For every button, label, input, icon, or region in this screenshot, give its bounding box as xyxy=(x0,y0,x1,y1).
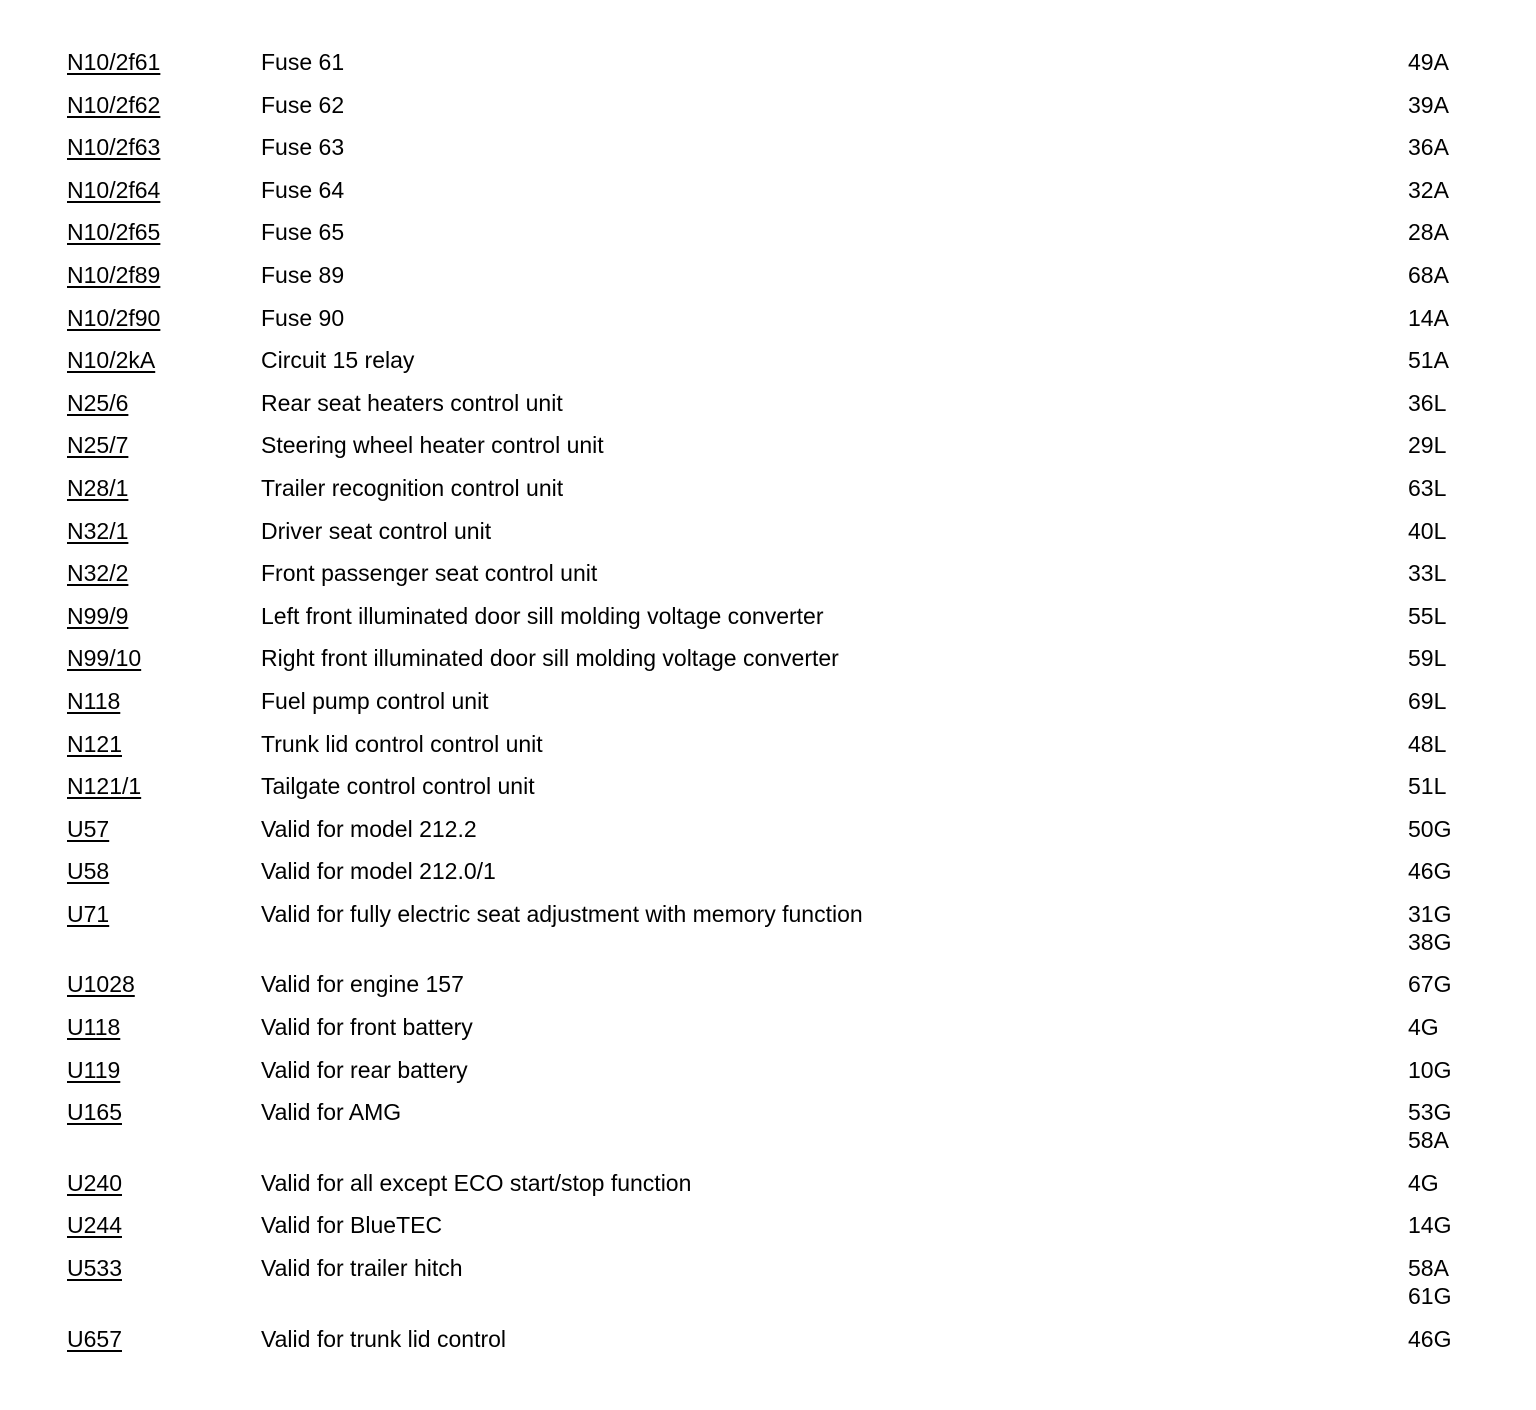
component-code-link[interactable]: U118 xyxy=(67,1014,121,1041)
component-description: Valid for AMG xyxy=(261,1099,402,1126)
grid-location-list xyxy=(1408,815,1451,843)
grid-location-list xyxy=(1408,772,1446,800)
grid-location: 33L xyxy=(1408,560,1447,587)
table-row xyxy=(0,48,1536,91)
component-description: Right front illuminated door sill molding voltage converter xyxy=(261,645,839,672)
table-row xyxy=(0,346,1536,389)
component-code-link[interactable]: N10/2f61 xyxy=(67,49,161,75)
grid-location-list xyxy=(1408,176,1449,204)
component-description: Trunk lid control control unit xyxy=(261,730,543,757)
component-description: Valid for trunk lid control xyxy=(261,1325,507,1352)
component-description: Rear seat heaters control unit xyxy=(261,389,563,416)
grid-location-list xyxy=(1408,644,1446,672)
grid-location-list xyxy=(1408,730,1446,758)
table-row xyxy=(0,900,1536,971)
table-row xyxy=(0,218,1536,261)
component-code-link[interactable]: U57 xyxy=(67,815,110,842)
table-row xyxy=(0,644,1536,687)
grid-location: 14A xyxy=(1408,304,1449,331)
component-code-link[interactable]: N118 xyxy=(67,687,121,714)
grid-location: 10G xyxy=(1408,1056,1452,1083)
table-row xyxy=(0,1098,1536,1169)
grid-location-list xyxy=(1408,133,1449,161)
grid-location: 58A xyxy=(1408,1127,1449,1154)
grid-location: 68A xyxy=(1408,261,1449,288)
component-code-link[interactable]: N25/6 xyxy=(67,389,129,416)
component-description: Steering wheel heater control unit xyxy=(261,432,604,459)
grid-location: 67G xyxy=(1408,971,1452,998)
table-row xyxy=(0,91,1536,134)
table-row xyxy=(0,176,1536,219)
grid-location: 36A xyxy=(1408,134,1449,161)
table-row xyxy=(0,474,1536,517)
grid-location-list xyxy=(1408,1056,1451,1084)
grid-location-list xyxy=(1408,517,1446,545)
table-row xyxy=(0,687,1536,730)
table-row xyxy=(0,1211,1536,1254)
component-code-link[interactable]: U71 xyxy=(67,900,110,927)
grid-location: 49A xyxy=(1408,49,1449,75)
component-code-link[interactable]: N10/2f89 xyxy=(67,261,161,288)
table-row xyxy=(0,815,1536,858)
grid-location: 61G xyxy=(1408,1283,1452,1310)
component-description: Left front illuminated door sill molding voltage converter xyxy=(261,602,824,629)
component-description: Valid for rear battery xyxy=(261,1056,468,1083)
grid-location: 59L xyxy=(1408,645,1447,672)
grid-location-list xyxy=(1408,91,1449,119)
grid-location: 32A xyxy=(1408,176,1449,203)
component-description: Fuse 65 xyxy=(261,219,345,246)
table-row xyxy=(0,389,1536,432)
grid-location: 55L xyxy=(1408,602,1447,629)
component-description: Circuit 15 relay xyxy=(261,347,415,374)
grid-location: 29L xyxy=(1408,432,1447,459)
grid-location: 63L xyxy=(1408,474,1447,501)
table-row xyxy=(0,1013,1536,1056)
component-code-link[interactable]: N99/9 xyxy=(67,602,129,629)
grid-location-list xyxy=(1408,1211,1451,1239)
component-code-link[interactable]: N10/2f64 xyxy=(67,176,161,203)
grid-location-list xyxy=(1408,857,1451,885)
grid-location-list xyxy=(1408,346,1449,374)
component-description: Valid for BlueTEC xyxy=(261,1212,443,1239)
component-description: Fuse 63 xyxy=(261,134,345,161)
component-description: Valid for front battery xyxy=(261,1014,473,1041)
table-row xyxy=(0,1056,1536,1099)
component-description: Fuse 64 xyxy=(261,176,345,203)
grid-location: 40L xyxy=(1408,517,1447,544)
table-row xyxy=(0,970,1536,1013)
table-row xyxy=(0,559,1536,602)
component-code-link[interactable]: N10/2f90 xyxy=(67,304,161,331)
component-description: Fuse 61 xyxy=(261,49,345,75)
grid-location: 69L xyxy=(1408,687,1447,714)
table-row xyxy=(0,431,1536,474)
component-legend-table xyxy=(0,48,1536,1367)
table-row xyxy=(0,730,1536,773)
grid-location: 31G xyxy=(1408,900,1452,927)
grid-location: 46G xyxy=(1408,858,1452,885)
table-row xyxy=(0,1325,1536,1368)
grid-location: 4G xyxy=(1408,1169,1439,1196)
component-description: Valid for model 212.0/1 xyxy=(261,858,496,885)
component-code-link[interactable]: N32/1 xyxy=(67,517,129,544)
grid-location-list xyxy=(1408,1098,1451,1154)
component-code-link[interactable]: N121 xyxy=(67,730,122,757)
component-description: Fuse 62 xyxy=(261,91,345,118)
component-code-link[interactable]: N10/2kA xyxy=(67,347,156,374)
component-code-link[interactable]: N25/7 xyxy=(67,432,129,459)
component-code-link[interactable]: U58 xyxy=(67,858,110,885)
grid-location-list xyxy=(1408,602,1446,630)
grid-location-list xyxy=(1408,900,1451,956)
table-row xyxy=(0,517,1536,560)
component-description: Fuel pump control unit xyxy=(261,687,489,714)
grid-location-list xyxy=(1408,304,1449,332)
grid-location-list xyxy=(1408,48,1449,76)
component-code-link[interactable]: N10/2f62 xyxy=(67,91,161,118)
component-description: Valid for all except ECO start/stop function xyxy=(261,1169,692,1196)
table-row xyxy=(0,304,1536,347)
table-row xyxy=(0,602,1536,645)
component-description: Valid for trailer hitch xyxy=(261,1255,463,1282)
grid-location: 48L xyxy=(1408,730,1447,757)
component-description: Fuse 90 xyxy=(261,304,345,331)
component-code-link[interactable]: U244 xyxy=(67,1212,122,1239)
component-code-link[interactable]: U165 xyxy=(67,1099,122,1126)
grid-location-list xyxy=(1408,1254,1451,1310)
component-description: Valid for engine 157 xyxy=(261,971,464,998)
table-row xyxy=(0,857,1536,900)
component-description: Tailgate control control unit xyxy=(261,773,535,800)
grid-location-list xyxy=(1408,1013,1439,1041)
grid-location: 51A xyxy=(1408,347,1449,374)
grid-location: 38G xyxy=(1408,928,1452,955)
grid-location: 53G xyxy=(1408,1099,1452,1126)
component-code-link[interactable]: N28/1 xyxy=(67,474,129,501)
component-code-link[interactable]: U533 xyxy=(67,1255,122,1282)
table-row xyxy=(0,1254,1536,1325)
component-description: Valid for model 212.2 xyxy=(261,815,477,842)
grid-location-list xyxy=(1408,559,1446,587)
grid-location-list xyxy=(1408,261,1449,289)
grid-location-list xyxy=(1408,1325,1451,1353)
grid-location: 4G xyxy=(1408,1014,1439,1041)
grid-location-list xyxy=(1408,970,1451,998)
table-row xyxy=(0,133,1536,176)
grid-location: 51L xyxy=(1408,773,1447,800)
component-description: Front passenger seat control unit xyxy=(261,560,598,587)
grid-location-list xyxy=(1408,687,1446,715)
table-row xyxy=(0,1169,1536,1212)
component-code-link[interactable]: N121/1 xyxy=(67,773,142,800)
component-description: Trailer recognition control unit xyxy=(261,474,564,501)
grid-location: 28A xyxy=(1408,219,1449,246)
grid-location: 46G xyxy=(1408,1325,1452,1352)
grid-location: 36L xyxy=(1408,389,1447,416)
grid-location: 14G xyxy=(1408,1212,1452,1239)
component-code-link[interactable]: U119 xyxy=(67,1056,121,1083)
component-description: Valid for fully electric seat adjustment with memory function xyxy=(261,900,863,927)
component-code-link[interactable]: U657 xyxy=(67,1325,122,1352)
grid-location-list xyxy=(1408,218,1449,246)
component-description: Fuse 89 xyxy=(261,261,345,288)
grid-location: 58A xyxy=(1408,1255,1449,1282)
grid-location-list xyxy=(1408,389,1446,417)
component-code-link[interactable]: N32/2 xyxy=(67,560,129,587)
component-code-link[interactable]: N99/10 xyxy=(67,645,142,672)
component-description: Driver seat control unit xyxy=(261,517,492,544)
grid-location: 50G xyxy=(1408,815,1452,842)
component-code-link[interactable]: N10/2f63 xyxy=(67,134,161,161)
grid-location: 39A xyxy=(1408,91,1449,118)
component-code-link[interactable]: U240 xyxy=(67,1169,122,1196)
table-row xyxy=(0,772,1536,815)
grid-location-list xyxy=(1408,1169,1439,1197)
grid-location-list xyxy=(1408,474,1446,502)
component-code-link[interactable]: N10/2f65 xyxy=(67,219,161,246)
table-row xyxy=(0,261,1536,304)
component-code-link[interactable]: U1028 xyxy=(67,971,135,998)
grid-location-list xyxy=(1408,431,1446,459)
